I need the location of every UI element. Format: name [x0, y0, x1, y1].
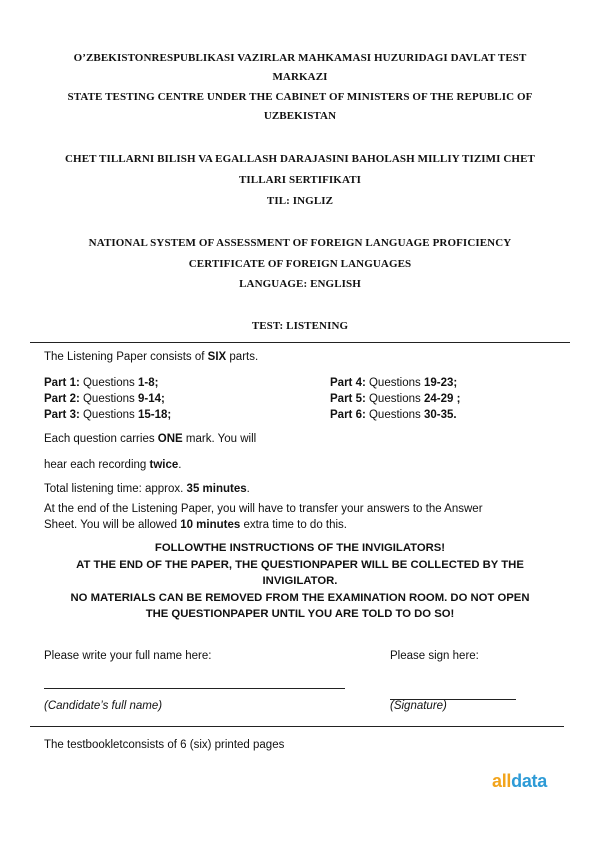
instructions-block	[40, 540, 560, 623]
org-en-line1: STATE TESTING CENTRE UNDER THE CABINET OF MINISTERS OF THE REPUBLIC OF	[67, 91, 533, 103]
instruction-line-5: THE QUESTIONPAPER UNTIL YOU ARE TOLD TO DO SO!	[145, 608, 455, 620]
instruction-line-2: AT THE END OF THE PAPER, THE QUESTIONPAPER WILL BE COLLECTED BY THE	[76, 558, 524, 571]
header-divider	[30, 342, 570, 343]
time-info: Total listening time: approx. 35 minutes.	[44, 483, 250, 495]
part-4: Part 4: Questions 19-23;	[330, 377, 458, 389]
name-prompt: Please write your full name here:	[44, 650, 212, 662]
part-5: Part 5: Questions 24-29 ;	[330, 393, 461, 405]
cert-uz-line1: CHET TILLARNI BILISH VA EGALLASH DARAJASINI BAHOLASH MILLIY TIZIMI CHET	[65, 153, 535, 165]
test-title: TEST: LISTENING	[251, 320, 349, 332]
instruction-line-3: INVIGILATOR.	[262, 575, 338, 587]
part-3: Part 3: Questions 15-18;	[44, 409, 172, 421]
part-1: Part 1: Questions 1-8;	[44, 377, 159, 389]
part-6: Part 6: Questions 30-35.	[330, 409, 457, 421]
page-count: The testbookletconsists of 6 (six) printed pages	[44, 739, 285, 751]
org-uz-line1: O’ZBEKISTONRESPUBLIKASI VAZIRLAR MAHKAMASI HUZURIDAGI DAVLAT TEST	[73, 52, 527, 64]
logo-part-1: all	[492, 771, 512, 791]
org-en-line2: UZBEKISTAN	[263, 110, 337, 122]
instruction-line-1: FOLLOWTHE INSTRUCTIONS OF THE INVIGILATORS!	[154, 542, 446, 554]
cert-en: CERTIFICATE OF FOREIGN LANGUAGES	[188, 258, 412, 270]
cert-uz-line2: TILLARI SERTIFIKATI	[238, 174, 362, 186]
sign-prompt: Please sign here:	[390, 650, 479, 662]
transfer-info-line2: Sheet. You will be allowed 10 minutes extra time to do this.	[44, 519, 348, 531]
name-caption: (Candidate’s full name)	[44, 700, 163, 712]
language-en: LANGUAGE: ENGLISH	[239, 278, 361, 290]
alldata-logo	[492, 771, 547, 792]
footer-divider	[30, 726, 564, 727]
org-uz-line2: MARKAZI	[272, 71, 328, 83]
instruction-line-4: NO MATERIALS CAN BE REMOVED FROM THE EXAMINATION ROOM. DO NOT OPEN	[70, 591, 530, 604]
system-en: NATIONAL SYSTEM OF ASSESSMENT OF FOREIGN LANGUAGE PROFICIENCY	[88, 237, 512, 249]
logo-part-2: data	[511, 771, 547, 791]
intro-text: The Listening Paper consists of SIX parts.	[44, 351, 259, 363]
signature-caption: (Signature)	[390, 700, 447, 712]
transfer-info-line1: At the end of the Listening Paper, you will have to transfer your answers to the Answer	[44, 503, 483, 515]
name-field-line[interactable]	[44, 688, 345, 689]
part-2: Part 2: Questions 9-14;	[44, 393, 165, 405]
recording-info: hear each recording twice.	[44, 459, 182, 471]
mark-info: Each question carries ONE mark. You will	[44, 433, 257, 445]
language-uz: TIL: INGLIZ	[266, 195, 334, 207]
